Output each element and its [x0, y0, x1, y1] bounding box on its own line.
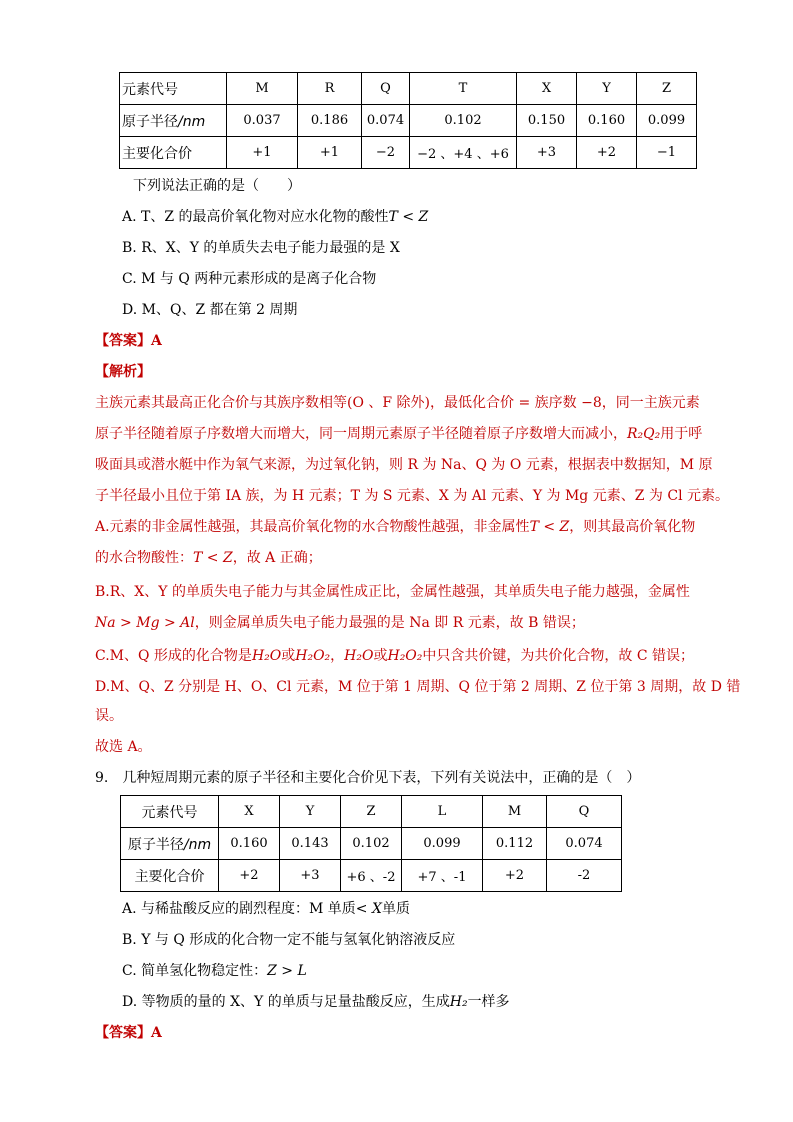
element-table-2: [120, 795, 622, 892]
element-table-1: [119, 72, 697, 169]
table-cell: −2 、+4 、+6: [410, 137, 517, 169]
option-a: A. 与稀盐酸反应的剧烈程度：M 单质< X单质: [122, 901, 410, 917]
table-cell: +1: [227, 137, 298, 169]
table-cell: Y: [577, 73, 637, 105]
table-row: [120, 73, 697, 105]
table-cell: R: [298, 73, 362, 105]
row-header-radius: 原子半径/nm: [120, 105, 227, 137]
table-cell: +6 、-2: [341, 860, 402, 892]
table-cell: 0.160: [219, 828, 280, 860]
row-header-code: 元素代号: [120, 73, 227, 105]
table-cell: Q: [547, 796, 622, 828]
table-row: [121, 828, 622, 860]
analysis-line: 主族元素其最高正化合价与其族序数相等(O 、F 除外)，最低化合价 = 族序数 −8，同一主族元素: [95, 395, 700, 411]
analysis-line: 误。: [95, 708, 123, 724]
table-cell: T: [410, 73, 517, 105]
table-row: [120, 137, 697, 169]
table-cell: +3: [280, 860, 341, 892]
table-cell: L: [402, 796, 483, 828]
table-cell: 0.112: [483, 828, 547, 860]
analysis-line: 原子半径随着原子序数增大而增大，同一周期元素原子半径随着原子序数增大而减小，R₂Q₂用于呼: [95, 426, 703, 442]
option-d: D. M、Q、Z 都在第 2 周期: [122, 302, 298, 318]
option-c: C. 简单氢化物稳定性：Z > L: [122, 963, 307, 979]
question-stem: 9. 几种短周期元素的原子半径和主要化合价见下表，下列有关说法中，正确的是（ ）: [95, 770, 641, 786]
question-stem: 下列说法正确的是（ ）: [133, 178, 301, 194]
table-cell: Z: [341, 796, 402, 828]
option-a: A. T、Z 的最高价氧化物对应水化物的酸性T < Z: [122, 209, 429, 225]
option-b: B. Y 与 Q 形成的化合物一定不能与氢氧化钠溶液反应: [122, 932, 456, 948]
table-cell: +3: [517, 137, 577, 169]
table-cell: 0.099: [637, 105, 697, 137]
row-header-valence: 主要化合价: [120, 137, 227, 169]
analysis-line: 吸面具或潜水艇中作为氧气来源，为过氧化钠，则 R 为 Na、Q 为 O 元素，根据表中数据知，M 原: [95, 457, 713, 473]
table-cell: +7 、-1: [402, 860, 483, 892]
table-cell: X: [517, 73, 577, 105]
answer-line: 【答案】A: [95, 333, 162, 349]
table-cell: 0.150: [517, 105, 577, 137]
analysis-line: C.M、Q 形成的化合物是H₂O或H₂O₂，H₂O或H₂O₂中只含共价键，为共价化合物，故 C 错误；: [95, 648, 695, 664]
table-cell: −2: [362, 137, 410, 169]
table-cell: X: [219, 796, 280, 828]
table-cell: Z: [637, 73, 697, 105]
row-header-code: 元素代号: [121, 796, 219, 828]
row-header-valence: 主要化合价: [121, 860, 219, 892]
table-cell: 0.037: [227, 105, 298, 137]
option-d: D. 等物质的量的 X、Y 的单质与足量盐酸反应，生成H₂一样多: [122, 994, 510, 1010]
row-header-radius: 原子半径/nm: [121, 828, 219, 860]
analysis-line: A.元素的非金属性越强，其最高价氧化物的水合物酸性越强，非金属性T < Z，则其最高价氧化物: [95, 519, 696, 535]
table-cell: +2: [483, 860, 547, 892]
table-cell: 0.186: [298, 105, 362, 137]
table-row: [121, 860, 622, 892]
table-cell: 0.102: [341, 828, 402, 860]
answer-line: 【答案】A: [95, 1025, 162, 1041]
table-row: [121, 796, 622, 828]
conclusion-line: 故选 A。: [95, 739, 152, 755]
table-cell: 0.074: [547, 828, 622, 860]
table-cell: 0.099: [402, 828, 483, 860]
table-cell: +2: [577, 137, 637, 169]
analysis-line: B.R、X、Y 的单质失电子能力与其金属性成正比，金属性越强，其单质失电子能力越强，金属性: [95, 584, 690, 600]
option-c: C. M 与 Q 两种元素形成的是离子化合物: [122, 271, 377, 287]
table-cell: +2: [219, 860, 280, 892]
analysis-line: D.M、Q、Z 分别是 H、O、Cl 元素，M 位于第 1 周期、Q 位于第 2 周期、Z 位于第 3 周期，故 D 错: [95, 679, 741, 695]
table-cell: Y: [280, 796, 341, 828]
table-cell: -2: [547, 860, 622, 892]
table-cell: 0.160: [577, 105, 637, 137]
table-cell: M: [483, 796, 547, 828]
table-cell: Q: [362, 73, 410, 105]
table-cell: M: [227, 73, 298, 105]
analysis-line: 的水合物酸性：T < Z，故 A 正确；: [95, 550, 322, 566]
table-cell: 0.102: [410, 105, 517, 137]
option-b: B. R、X、Y 的单质失去电子能力最强的是 X: [122, 240, 400, 256]
analysis-heading: 【解析】: [95, 364, 151, 380]
table-cell: −1: [637, 137, 697, 169]
table-cell: +1: [298, 137, 362, 169]
analysis-line: 子半径最小且位于第 IA 族，为 H 元素；T 为 S 元素、X 为 Al 元素、Y 为 Mg 元素、Z 为 Cl 元素。: [95, 488, 729, 504]
table-row: [120, 105, 697, 137]
table-cell: 0.074: [362, 105, 410, 137]
analysis-line: Na > Mg > Al，则金属单质失电子能力最强的是 Na 即 R 元素，故 B 错误；: [95, 615, 585, 631]
table-cell: 0.143: [280, 828, 341, 860]
